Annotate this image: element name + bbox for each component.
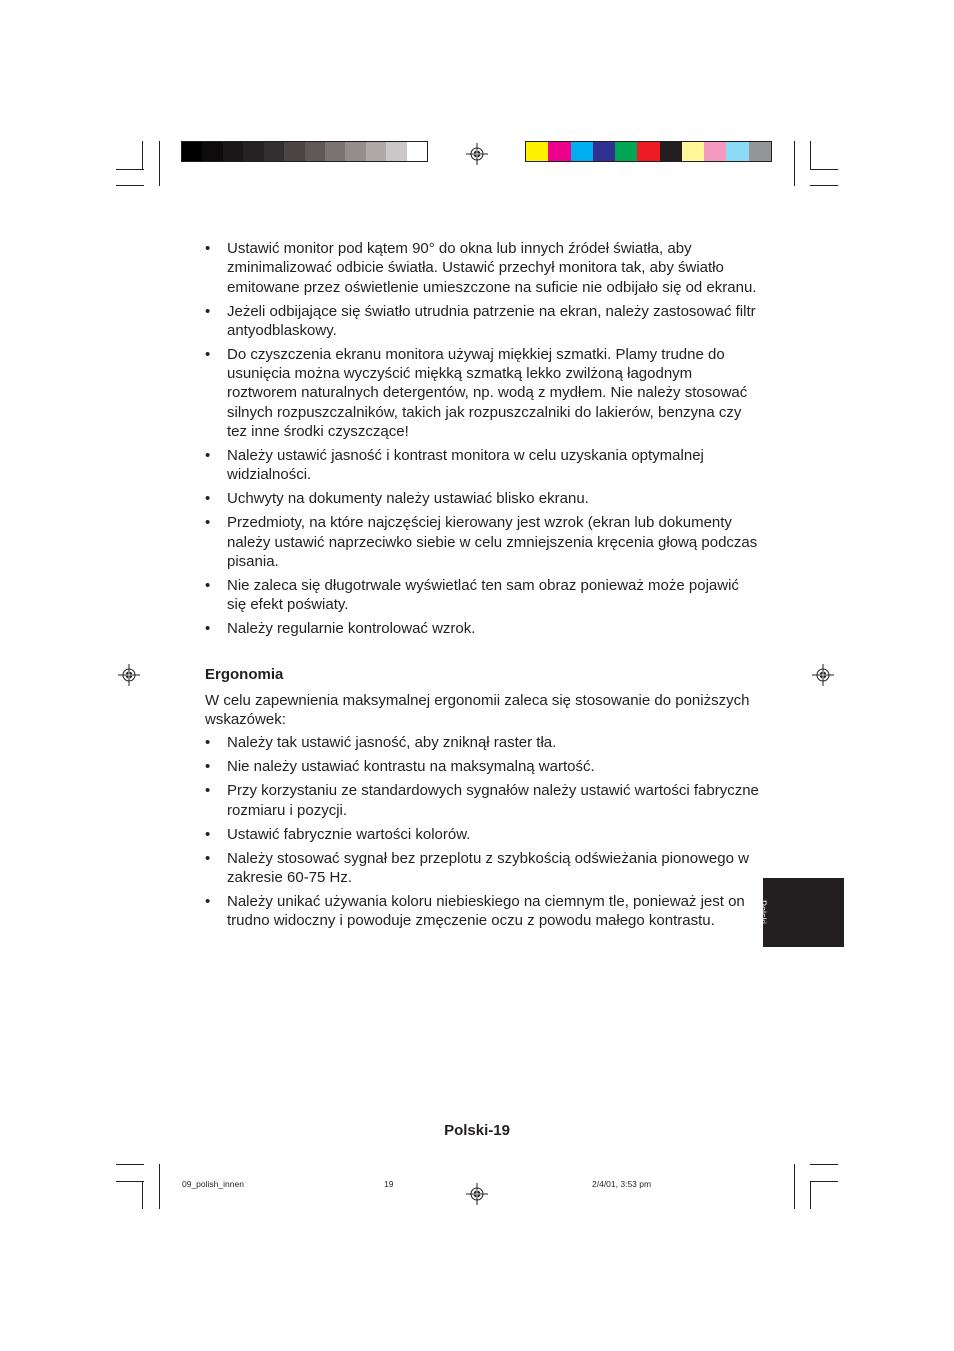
color-swatch	[615, 142, 637, 161]
list-item: • Jeżeli odbijające się światło utrudnia patrzenie na ekran, należy zastosować filtr antyodblaskowy.	[205, 302, 760, 341]
list-item: • Ustawić monitor pod kątem 90° do okna lub innych źródeł światła, aby zminimalizować odbicie światła. Ustawić przechył monitora tak, aby światło emitowane przez oświetlenie umieszczone na suficie nie odbijało się od ekranu.	[205, 239, 760, 297]
crop-mark	[116, 169, 144, 170]
page-content	[205, 239, 760, 935]
crop-mark	[810, 141, 811, 169]
color-swatch	[571, 142, 593, 161]
color-swatch	[182, 142, 202, 161]
crop-mark	[142, 141, 143, 169]
crop-mark	[142, 1181, 143, 1209]
language-tab	[758, 878, 844, 947]
color-swatch	[386, 142, 406, 161]
section-heading: Ergonomia	[205, 666, 284, 684]
crop-mark	[810, 1181, 811, 1209]
crop-mark	[810, 185, 838, 186]
list-item: • Ustawić fabrycznie wartości kolorów.	[205, 825, 760, 844]
list-item: • Nie należy ustawiać kontrastu na maksymalną wartość.	[205, 757, 760, 776]
color-swatch	[682, 142, 704, 161]
list-item: • Należy regularnie kontrolować wzrok.	[205, 619, 760, 638]
crop-mark	[116, 185, 144, 186]
slug-page: 19	[384, 1179, 394, 1189]
slug-filename: 09_polish_innen	[182, 1179, 244, 1189]
crop-mark	[159, 141, 160, 186]
bullet-list-ergonomics	[205, 733, 760, 930]
language-tab-label: Polski	[758, 899, 768, 925]
slug-date: 2/4/01, 3:53 pm	[592, 1179, 652, 1189]
color-swatch	[243, 142, 263, 161]
crop-mark	[794, 141, 795, 186]
registration-mark-icon	[812, 664, 834, 686]
crop-mark	[116, 1164, 144, 1165]
crop-mark	[810, 1164, 838, 1165]
color-swatch	[305, 142, 325, 161]
crop-mark	[810, 169, 838, 170]
color-swatch	[593, 142, 615, 161]
color-swatch	[726, 142, 748, 161]
color-swatch	[284, 142, 304, 161]
color-swatch	[202, 142, 222, 161]
registration-mark-icon	[466, 1183, 488, 1205]
list-item: • Nie zaleca się długotrwale wyświetlać ten sam obraz ponieważ może pojawić się efekt poświaty.	[205, 576, 760, 615]
list-item: • Należy ustawić jasność i kontrast monitora w celu uzyskania optymalnej widzialności.	[205, 446, 760, 485]
color-swatch	[526, 142, 548, 161]
bullet-list-top	[205, 239, 760, 638]
color-swatch	[660, 142, 682, 161]
color-swatch	[704, 142, 726, 161]
list-item: • Przedmioty, na które najczęściej kierowany jest wzrok (ekran lub dokumenty należy ustawić naprzeciwko siebie w celu zmniejszenia kręcenia głową podczas pisania.	[205, 513, 760, 571]
registration-mark-icon	[118, 664, 140, 686]
crop-mark	[159, 1164, 160, 1209]
list-item: • Do czyszczenia ekranu monitora używaj miękkiej szmatki. Plamy trudne do usunięcia można wyczyścić miękką szmatką lekko zwilżoną łagodnym roztworem naturalnych detergentów, np. wodą z mydłem. Nie należy stosować silnych rozpuszczalników, takich jak rozpuszczalniki do lakierów, benzyna czy tez inne środki czyszczące!	[205, 345, 760, 441]
page-number: Polski-19	[444, 1122, 510, 1139]
color-swatch	[325, 142, 345, 161]
registration-mark-icon	[466, 143, 488, 165]
list-item: • Przy korzystaniu ze standardowych sygnałów należy ustawić wartości fabryczne rozmiaru i pozycji.	[205, 781, 760, 820]
grayscale-bar	[181, 141, 428, 162]
color-swatch	[407, 142, 427, 161]
list-item: • Uchwyty na dokumenty należy ustawiać blisko ekranu.	[205, 489, 760, 508]
crop-mark	[810, 1181, 838, 1182]
color-swatch	[749, 142, 771, 161]
list-item: • Należy tak ustawić jasność, aby zniknął raster tła.	[205, 733, 760, 752]
color-swatch	[223, 142, 243, 161]
color-swatch	[366, 142, 386, 161]
section-intro: W celu zapewnienia maksymalnej ergonomii zaleca się stosowanie do poniższych wskazówek:	[205, 691, 750, 729]
crop-mark	[116, 1181, 144, 1182]
crop-mark	[794, 1164, 795, 1209]
color-swatch	[548, 142, 570, 161]
color-swatch	[345, 142, 365, 161]
color-swatch	[264, 142, 284, 161]
list-item: • Należy unikać używania koloru niebieskiego na ciemnym tle, ponieważ jest on trudno widoczny i powoduje zmęczenie oczu z powodu małego kontrastu.	[205, 892, 760, 931]
color-bar	[525, 141, 772, 162]
list-item: • Należy stosować sygnał bez przeplotu z szybkością odświeżania pionowego w zakresie 60-75 Hz.	[205, 849, 760, 888]
color-swatch	[637, 142, 659, 161]
